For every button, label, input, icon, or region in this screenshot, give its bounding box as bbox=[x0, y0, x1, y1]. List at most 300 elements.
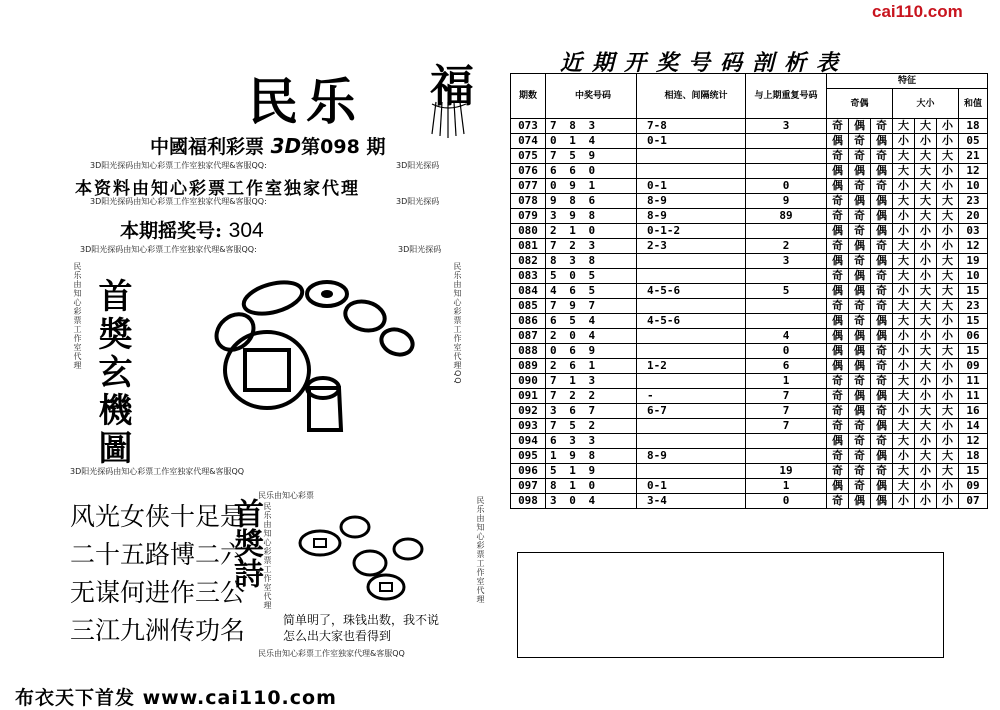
cell-number: 7 8 3 bbox=[546, 119, 637, 134]
cell-sum: 12 bbox=[959, 239, 988, 254]
cell-bigsmall: 小 bbox=[893, 224, 915, 239]
cell-bigsmall: 小 bbox=[893, 494, 915, 509]
cell-bigsmall: 大 bbox=[893, 254, 915, 269]
cell-bigsmall: 大 bbox=[937, 209, 959, 224]
puzzle-title-vertical: 首奬玄機圖 bbox=[92, 278, 132, 468]
poem-small-top: 民乐由知心彩票 bbox=[258, 491, 314, 500]
cell-oddeven: 偶 bbox=[871, 449, 893, 464]
issue-3d: 3D bbox=[270, 134, 302, 158]
cell-sum: 12 bbox=[959, 164, 988, 179]
cell-repeat: 1 bbox=[746, 479, 827, 494]
cell-number: 7 5 9 bbox=[546, 149, 637, 164]
cell-oddeven: 奇 bbox=[871, 434, 893, 449]
cell-bigsmall: 小 bbox=[915, 269, 937, 284]
cell-gap: 0-1 bbox=[637, 179, 746, 194]
site-url: cai110.com bbox=[872, 2, 963, 21]
cell-bigsmall: 大 bbox=[893, 419, 915, 434]
cell-bigsmall: 大 bbox=[915, 404, 937, 419]
cell-gap bbox=[637, 434, 746, 449]
cell-issue: 087 bbox=[511, 329, 546, 344]
table-row bbox=[511, 224, 988, 239]
cell-number: 3 0 4 bbox=[546, 494, 637, 509]
table-row bbox=[511, 449, 988, 464]
cell-oddeven: 偶 bbox=[849, 389, 871, 404]
cell-sum: 11 bbox=[959, 389, 988, 404]
cell-oddeven: 偶 bbox=[871, 314, 893, 329]
cell-bigsmall: 大 bbox=[893, 119, 915, 134]
cell-oddeven: 奇 bbox=[827, 149, 849, 164]
cell-oddeven: 偶 bbox=[827, 479, 849, 494]
cell-bigsmall: 大 bbox=[893, 164, 915, 179]
tiny-line-1: 3D阳光探码由知心彩票工作室独家代理&客服QQ: bbox=[90, 161, 267, 170]
vertical-poem-text-left: 民乐由知心彩票工作室代理 bbox=[263, 502, 272, 610]
cell-gap bbox=[637, 344, 746, 359]
cell-gap: 0-1-2 bbox=[637, 224, 746, 239]
cell-sum: 15 bbox=[959, 464, 988, 479]
cell-repeat: 0 bbox=[746, 344, 827, 359]
cell-bigsmall: 大 bbox=[937, 149, 959, 164]
cell-number: 5 1 9 bbox=[546, 464, 637, 479]
cell-gap bbox=[637, 419, 746, 434]
cell-gap: 0-1 bbox=[637, 479, 746, 494]
cell-bigsmall: 小 bbox=[915, 389, 937, 404]
cell-bigsmall: 小 bbox=[915, 494, 937, 509]
cell-bigsmall: 小 bbox=[915, 464, 937, 479]
cell-number: 7 1 3 bbox=[546, 374, 637, 389]
cell-repeat: 7 bbox=[746, 404, 827, 419]
cell-number: 5 0 5 bbox=[546, 269, 637, 284]
coin-drawing bbox=[290, 505, 440, 605]
cell-oddeven: 奇 bbox=[849, 134, 871, 149]
cell-repeat bbox=[746, 449, 827, 464]
cell-oddeven: 偶 bbox=[827, 284, 849, 299]
cell-bigsmall: 大 bbox=[915, 284, 937, 299]
cell-gap bbox=[637, 164, 746, 179]
cell-issue: 094 bbox=[511, 434, 546, 449]
cell-bigsmall: 大 bbox=[893, 269, 915, 284]
cell-repeat bbox=[746, 434, 827, 449]
note-line-1: 简单明了，珠钱出数，我不说 bbox=[283, 613, 440, 627]
cell-sum: 12 bbox=[959, 434, 988, 449]
cell-gap: 8-9 bbox=[637, 209, 746, 224]
tiny-line-3b: 3D阳光探码 bbox=[398, 245, 442, 254]
cell-bigsmall: 大 bbox=[915, 119, 937, 134]
cell-oddeven: 奇 bbox=[871, 374, 893, 389]
cell-bigsmall: 大 bbox=[937, 299, 959, 314]
issue-line bbox=[150, 132, 385, 159]
cell-bigsmall: 大 bbox=[915, 149, 937, 164]
cell-oddeven: 偶 bbox=[871, 479, 893, 494]
logo-title: 民乐 bbox=[248, 72, 364, 131]
tassel-decoration bbox=[428, 100, 478, 140]
cell-oddeven: 奇 bbox=[871, 149, 893, 164]
cell-oddeven: 偶 bbox=[849, 344, 871, 359]
cell-oddeven: 奇 bbox=[827, 209, 849, 224]
fu-character: 福 bbox=[430, 61, 474, 112]
cell-number: 3 9 8 bbox=[546, 209, 637, 224]
table-row bbox=[511, 194, 988, 209]
cell-oddeven: 奇 bbox=[871, 239, 893, 254]
tiny-line-4: 3D阳光探码由知心彩票工作室独家代理&客服QQ bbox=[70, 467, 245, 476]
cell-oddeven: 偶 bbox=[849, 119, 871, 134]
cell-oddeven: 奇 bbox=[827, 269, 849, 284]
cell-oddeven: 奇 bbox=[849, 434, 871, 449]
cell-oddeven: 奇 bbox=[827, 404, 849, 419]
cell-oddeven: 奇 bbox=[849, 224, 871, 239]
cell-bigsmall: 大 bbox=[937, 404, 959, 419]
cell-issue: 093 bbox=[511, 419, 546, 434]
cell-bigsmall: 大 bbox=[915, 419, 937, 434]
cell-bigsmall: 小 bbox=[915, 374, 937, 389]
cell-oddeven: 奇 bbox=[849, 179, 871, 194]
cell-repeat: 2 bbox=[746, 239, 827, 254]
cell-repeat bbox=[746, 134, 827, 149]
cell-sum: 06 bbox=[959, 329, 988, 344]
vertical-side-text-left: 民乐由知心彩票工作室代理 bbox=[73, 262, 82, 370]
cell-bigsmall: 大 bbox=[893, 479, 915, 494]
cell-sum: 21 bbox=[959, 149, 988, 164]
table-row bbox=[511, 374, 988, 389]
empty-notes-box bbox=[517, 552, 944, 658]
cell-repeat bbox=[746, 224, 827, 239]
cell-oddeven: 偶 bbox=[827, 314, 849, 329]
cell-repeat: 6 bbox=[746, 359, 827, 374]
header-issue: 期数 bbox=[511, 74, 546, 119]
cell-bigsmall: 小 bbox=[915, 224, 937, 239]
cell-bigsmall: 小 bbox=[937, 239, 959, 254]
cell-bigsmall: 小 bbox=[893, 344, 915, 359]
cell-number: 0 1 4 bbox=[546, 134, 637, 149]
cell-bigsmall: 小 bbox=[937, 479, 959, 494]
cell-gap: 1-2 bbox=[637, 359, 746, 374]
cell-bigsmall: 大 bbox=[893, 389, 915, 404]
poem-line-2: 二十五路博二六 bbox=[70, 541, 246, 569]
puzzle-drawing bbox=[205, 270, 420, 445]
cell-gap: 4-5-6 bbox=[637, 284, 746, 299]
cell-sum: 15 bbox=[959, 314, 988, 329]
draw-value: 304 bbox=[228, 219, 264, 242]
cell-repeat bbox=[746, 164, 827, 179]
issue-suffix: 期 bbox=[366, 136, 386, 158]
header-number: 中奖号码 bbox=[546, 74, 637, 119]
cell-oddeven: 奇 bbox=[827, 494, 849, 509]
header-repeat: 与上期重复号码 bbox=[746, 74, 827, 119]
cell-oddeven: 偶 bbox=[871, 209, 893, 224]
table-title: 近期开奖号码剖析表 bbox=[560, 50, 849, 76]
table-row bbox=[511, 239, 988, 254]
cell-oddeven: 奇 bbox=[849, 314, 871, 329]
cell-bigsmall: 小 bbox=[937, 374, 959, 389]
cell-oddeven: 偶 bbox=[827, 344, 849, 359]
cell-bigsmall: 小 bbox=[915, 479, 937, 494]
cell-oddeven: 奇 bbox=[871, 464, 893, 479]
cell-sum: 05 bbox=[959, 134, 988, 149]
cell-oddeven: 奇 bbox=[871, 344, 893, 359]
cell-oddeven: 偶 bbox=[849, 239, 871, 254]
cell-bigsmall: 大 bbox=[915, 299, 937, 314]
cell-issue: 091 bbox=[511, 389, 546, 404]
cell-issue: 083 bbox=[511, 269, 546, 284]
cell-gap bbox=[637, 464, 746, 479]
cell-issue: 077 bbox=[511, 179, 546, 194]
cell-bigsmall: 小 bbox=[937, 164, 959, 179]
cell-oddeven: 奇 bbox=[849, 479, 871, 494]
cell-oddeven: 偶 bbox=[827, 164, 849, 179]
table-row bbox=[511, 134, 988, 149]
cell-oddeven: 偶 bbox=[871, 134, 893, 149]
cell-bigsmall: 大 bbox=[893, 374, 915, 389]
cell-repeat: 89 bbox=[746, 209, 827, 224]
cell-number: 9 8 6 bbox=[546, 194, 637, 209]
cell-number: 2 0 4 bbox=[546, 329, 637, 344]
cell-issue: 080 bbox=[511, 224, 546, 239]
cell-oddeven: 奇 bbox=[827, 389, 849, 404]
cell-issue: 088 bbox=[511, 344, 546, 359]
table-row bbox=[511, 494, 988, 509]
cell-bigsmall: 小 bbox=[893, 449, 915, 464]
cell-bigsmall: 小 bbox=[893, 179, 915, 194]
cell-oddeven: 偶 bbox=[871, 194, 893, 209]
cell-number: 3 6 7 bbox=[546, 404, 637, 419]
poem-line-3: 无谋何进作三公 bbox=[70, 579, 246, 607]
cell-issue: 089 bbox=[511, 359, 546, 374]
cell-bigsmall: 小 bbox=[937, 389, 959, 404]
cell-issue: 082 bbox=[511, 254, 546, 269]
cell-oddeven: 奇 bbox=[871, 404, 893, 419]
cell-issue: 073 bbox=[511, 119, 546, 134]
table-row bbox=[511, 299, 988, 314]
cell-bigsmall: 大 bbox=[915, 359, 937, 374]
cell-sum: 10 bbox=[959, 269, 988, 284]
cell-repeat bbox=[746, 299, 827, 314]
cell-bigsmall: 小 bbox=[937, 179, 959, 194]
cell-issue: 076 bbox=[511, 164, 546, 179]
cell-repeat: 5 bbox=[746, 284, 827, 299]
cell-bigsmall: 大 bbox=[893, 299, 915, 314]
cell-oddeven: 偶 bbox=[849, 404, 871, 419]
vertical-side-text-right: 民乐由知心彩票工作室代理QQ bbox=[453, 262, 462, 385]
cell-oddeven: 奇 bbox=[849, 374, 871, 389]
cell-oddeven: 奇 bbox=[849, 299, 871, 314]
cell-issue: 075 bbox=[511, 149, 546, 164]
cell-oddeven: 偶 bbox=[849, 329, 871, 344]
note-line-2: 怎么出大家也看得到 bbox=[283, 629, 392, 643]
poem bbox=[70, 498, 245, 650]
cell-bigsmall: 小 bbox=[937, 359, 959, 374]
cell-repeat bbox=[746, 149, 827, 164]
table-row bbox=[511, 464, 988, 479]
cell-oddeven: 偶 bbox=[827, 224, 849, 239]
cell-oddeven: 奇 bbox=[827, 299, 849, 314]
cell-issue: 090 bbox=[511, 374, 546, 389]
cell-oddeven: 奇 bbox=[871, 359, 893, 374]
cell-oddeven: 奇 bbox=[827, 464, 849, 479]
cell-number: 7 5 2 bbox=[546, 419, 637, 434]
poem-line-1: 风光女侠十足是 bbox=[70, 503, 246, 531]
cell-oddeven: 偶 bbox=[849, 194, 871, 209]
cell-bigsmall: 大 bbox=[915, 194, 937, 209]
cell-bigsmall: 小 bbox=[893, 209, 915, 224]
cell-bigsmall: 大 bbox=[915, 209, 937, 224]
table-row bbox=[511, 284, 988, 299]
cell-issue: 078 bbox=[511, 194, 546, 209]
cell-sum: 19 bbox=[959, 254, 988, 269]
cell-bigsmall: 大 bbox=[937, 449, 959, 464]
cell-oddeven: 偶 bbox=[827, 254, 849, 269]
cell-issue: 092 bbox=[511, 404, 546, 419]
table-row bbox=[511, 179, 988, 194]
header-sum: 和值 bbox=[959, 89, 988, 119]
table-row bbox=[511, 479, 988, 494]
cell-gap bbox=[637, 374, 746, 389]
vertical-poem-text-right: 民乐由知心彩票工作室代理 bbox=[476, 496, 485, 604]
cell-bigsmall: 大 bbox=[937, 464, 959, 479]
cell-bigsmall: 大 bbox=[937, 254, 959, 269]
cell-oddeven: 奇 bbox=[827, 449, 849, 464]
cell-gap: 2-3 bbox=[637, 239, 746, 254]
cell-bigsmall: 小 bbox=[893, 404, 915, 419]
cell-bigsmall: 小 bbox=[915, 329, 937, 344]
cell-gap bbox=[637, 329, 746, 344]
cell-gap: 8-9 bbox=[637, 194, 746, 209]
cell-sum: 03 bbox=[959, 224, 988, 239]
cell-issue: 098 bbox=[511, 494, 546, 509]
cell-sum: 10 bbox=[959, 179, 988, 194]
cell-number: 8 3 8 bbox=[546, 254, 637, 269]
cell-oddeven: 奇 bbox=[849, 449, 871, 464]
cell-bigsmall: 大 bbox=[937, 269, 959, 284]
cell-bigsmall: 小 bbox=[915, 239, 937, 254]
cell-issue: 096 bbox=[511, 464, 546, 479]
cell-oddeven: 偶 bbox=[827, 134, 849, 149]
cell-bigsmall: 大 bbox=[915, 314, 937, 329]
cell-sum: 20 bbox=[959, 209, 988, 224]
table-row bbox=[511, 209, 988, 224]
cell-sum: 15 bbox=[959, 284, 988, 299]
cell-bigsmall: 大 bbox=[893, 194, 915, 209]
agent-line: 本资料由知心彩票工作室独家代理 bbox=[75, 179, 360, 199]
cell-number: 8 1 0 bbox=[546, 479, 637, 494]
cell-issue: 081 bbox=[511, 239, 546, 254]
cell-issue: 079 bbox=[511, 209, 546, 224]
cell-repeat: 1 bbox=[746, 374, 827, 389]
cell-oddeven: 奇 bbox=[871, 299, 893, 314]
cell-sum: 14 bbox=[959, 419, 988, 434]
table-row bbox=[511, 149, 988, 164]
cell-sum: 09 bbox=[959, 479, 988, 494]
cell-bigsmall: 大 bbox=[915, 344, 937, 359]
cell-issue: 095 bbox=[511, 449, 546, 464]
cell-number: 7 2 3 bbox=[546, 239, 637, 254]
cell-sum: 15 bbox=[959, 344, 988, 359]
table-row bbox=[511, 269, 988, 284]
cell-issue: 085 bbox=[511, 299, 546, 314]
cell-number: 7 9 7 bbox=[546, 299, 637, 314]
cell-oddeven: 偶 bbox=[871, 389, 893, 404]
cell-oddeven: 偶 bbox=[871, 419, 893, 434]
cell-gap: 3-4 bbox=[637, 494, 746, 509]
footer-text: 布衣天下首发 www.cai110.com bbox=[15, 687, 337, 709]
cell-oddeven: 奇 bbox=[849, 149, 871, 164]
cell-repeat: 4 bbox=[746, 329, 827, 344]
table-row bbox=[511, 119, 988, 134]
cell-oddeven: 奇 bbox=[827, 419, 849, 434]
note bbox=[283, 612, 439, 644]
cell-repeat: 0 bbox=[746, 494, 827, 509]
cell-oddeven: 奇 bbox=[849, 419, 871, 434]
cell-number: 2 6 1 bbox=[546, 359, 637, 374]
cell-oddeven: 奇 bbox=[827, 119, 849, 134]
poem-title: 首奬詩 bbox=[228, 498, 263, 588]
cell-oddeven: 偶 bbox=[827, 434, 849, 449]
cell-bigsmall: 小 bbox=[893, 359, 915, 374]
cell-oddeven: 奇 bbox=[871, 119, 893, 134]
tiny-line-1b: 3D阳光探码 bbox=[396, 161, 440, 170]
cell-oddeven: 奇 bbox=[849, 464, 871, 479]
cell-sum: 09 bbox=[959, 359, 988, 374]
draw-label: 本期摇奖号: bbox=[120, 220, 223, 242]
table-row bbox=[511, 164, 988, 179]
cell-repeat bbox=[746, 269, 827, 284]
cell-bigsmall: 小 bbox=[937, 224, 959, 239]
header-bigsmall: 大小 bbox=[893, 89, 959, 119]
draw-number-line bbox=[120, 216, 264, 243]
cell-issue: 097 bbox=[511, 479, 546, 494]
cell-bigsmall: 大 bbox=[937, 344, 959, 359]
cell-sum: 16 bbox=[959, 404, 988, 419]
cell-oddeven: 偶 bbox=[849, 269, 871, 284]
cell-oddeven: 偶 bbox=[871, 254, 893, 269]
cell-oddeven: 偶 bbox=[827, 329, 849, 344]
cell-bigsmall: 小 bbox=[915, 434, 937, 449]
cell-bigsmall: 小 bbox=[937, 314, 959, 329]
cell-sum: 07 bbox=[959, 494, 988, 509]
cell-repeat: 7 bbox=[746, 389, 827, 404]
cell-bigsmall: 大 bbox=[893, 149, 915, 164]
cell-gap bbox=[637, 149, 746, 164]
tiny-line-5: 民乐由知心彩票工作室独家代理&客服QQ bbox=[258, 649, 405, 658]
cell-sum: 23 bbox=[959, 299, 988, 314]
cell-issue: 074 bbox=[511, 134, 546, 149]
cell-number: 7 2 2 bbox=[546, 389, 637, 404]
cell-gap: 7-8 bbox=[637, 119, 746, 134]
cell-oddeven: 偶 bbox=[849, 284, 871, 299]
cell-bigsmall: 小 bbox=[893, 284, 915, 299]
cell-oddeven: 偶 bbox=[849, 359, 871, 374]
issue-prefix: 中國福利彩票 bbox=[150, 136, 265, 158]
cell-bigsmall: 大 bbox=[937, 194, 959, 209]
cell-oddeven: 偶 bbox=[827, 179, 849, 194]
cell-repeat bbox=[746, 314, 827, 329]
cell-oddeven: 奇 bbox=[849, 209, 871, 224]
tiny-line-2: 3D阳光探码由知心彩票工作室独家代理&客服QQ: bbox=[90, 197, 267, 206]
cell-number: 0 6 9 bbox=[546, 344, 637, 359]
cell-sum: 18 bbox=[959, 119, 988, 134]
cell-bigsmall: 小 bbox=[893, 329, 915, 344]
cell-bigsmall: 大 bbox=[937, 284, 959, 299]
issue-number: 第098 bbox=[301, 136, 360, 158]
cell-bigsmall: 小 bbox=[915, 134, 937, 149]
table-row bbox=[511, 359, 988, 374]
table-row bbox=[511, 314, 988, 329]
table-row bbox=[511, 254, 988, 269]
tiny-line-2b: 3D阳光探码 bbox=[396, 197, 440, 206]
results-table bbox=[510, 73, 988, 509]
cell-number: 6 3 3 bbox=[546, 434, 637, 449]
cell-repeat: 19 bbox=[746, 464, 827, 479]
cell-bigsmall: 小 bbox=[915, 254, 937, 269]
cell-oddeven: 奇 bbox=[827, 194, 849, 209]
